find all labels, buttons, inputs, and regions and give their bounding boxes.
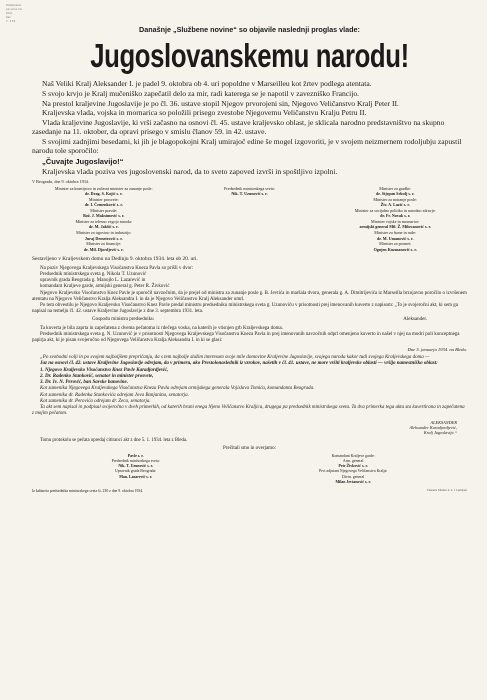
protocol-paragraph: Predsednik ministrskega sveta g. Nikola T. Uzunović (40, 271, 147, 277)
signature-line: Petr Živković s. r. (338, 464, 368, 469)
signature-line: Predsednik ministrskega sveta: (111, 458, 160, 463)
witness-col-right (319, 454, 387, 486)
closing-line: Tomu protokolu se pečata opredaj citiranci akt z dne 5. 1. 1934. leta z Bleda. (40, 437, 188, 443)
signature-line: dr. Fr. Novak s. r. (380, 213, 411, 219)
protocol-paragraph: Predsednik ministrskega sveta g. N. Uzunović je v prisotnosti Njegovega Kraljevskega Visočanstva Kneza Pavla in prej imenovanih navzočnih odprl omenjeno kuverto in našel v njej na modri poli konceptnega papirja akt, ki je pisan svojeročno od Njegovega Veličanstva Kralja Aleksandra I. in ki se glasi: (32, 331, 460, 344)
date-line: V Beogradu, dne 9. oktobra 1934. (32, 178, 89, 184)
king-signature-line: ALEKSANDER (430, 419, 457, 425)
will-paragraph: „Po svobodni volji in po svojem najboljšem prepričanju, da s tem najbolje služim interesom svoje mile domovine Kraljevine Jugoslavije, svojega naroda kakor tudi svojega Kraljevskega doma — (40, 355, 430, 361)
signature-line: Živ. A. Lazić s. r. (380, 202, 410, 208)
signature-line: dr. Stjepan Srkulj s. r. (375, 191, 415, 197)
witness-signatures (32, 454, 467, 486)
protocol-paragraph: Ta kuverta je bila zaprta in zapečatena z dvema pečatoma iz rdečega voska, na katerih je vtisnjen grb Kraljevskega doma. (40, 325, 284, 331)
intro-line: Današnje „Službene novine“ so objavile naslednji proglas vlade: (139, 25, 360, 34)
printer-imprint: Tiskarna Merkur d. d. v Ljubljani (426, 488, 467, 493)
signature-line: dr. Drag. S. Kojić s. r. (84, 191, 123, 197)
king-signature-line: Aleksander Karadjordjević, (409, 424, 457, 430)
king-signature-line: Kralj Jugoslavije.“ (423, 430, 457, 436)
slogan: „Čuvajte Jugoslavijo!“ (42, 156, 124, 166)
will-paragraph: 2. Dr. Radenko Stanković, senator in minister prosvete, (40, 373, 154, 379)
signature-line: Minister pravde: (90, 207, 118, 213)
minister-signatures (32, 186, 467, 252)
margin-note-line: se vrne na (6, 6, 22, 11)
lead-paragraph: Kraljevska vlada, vojska in mornarica so položili prisego zvestobe Njegovemu Veličanstvu Kralju Petru II. (42, 108, 367, 118)
letter-signature-row (32, 317, 467, 323)
will-paragraph: 3. Dr. Iv. N. Perović, ban Savske banovine. (40, 380, 129, 386)
signature-line: Minister za notranje posle: (373, 196, 418, 202)
margin-note (6, 4, 34, 23)
signature-line: Komandant Kraljeve garde: (331, 453, 375, 458)
signature-line: Nik. T. Uzunović s. r. (118, 464, 153, 469)
signature-line: Minister za socijalno politiko in narodno zdravje: (354, 207, 436, 213)
minister-col-center (178, 186, 322, 252)
protocol-paragraph: Na poziv Njegovega Kraljevskega Visočanstva Kneza Pavla so prišli v dvor: (40, 265, 194, 271)
signature-line: Minister prosvete: (88, 196, 119, 202)
signature-line: Minister za kmetijstvo in začasni minister za zunanje posle: (54, 185, 153, 191)
signature-line: Arm. general (342, 458, 364, 463)
lead-paragraph: Vlada kraljevine Jugoslavije, ki vrši začasno na osnovi čl. 45. ustave kraljevsko oblast, je sklicala narodno predstavništvo na skupno zasedanje na 11. oktober, da opravi prisego v smislu članov 59. in 42. ustave. (32, 117, 445, 137)
margin-note-line: M.D. (6, 10, 13, 15)
minister-col-right (323, 186, 467, 252)
signature-line: dr. M. Jakšić s. r. (88, 224, 119, 230)
signature-line: Juraj Demetrović s. r. (84, 235, 123, 241)
signature-line: Pavle s. r. (127, 453, 144, 458)
protocol-paragraph: komandant Kraljeve garde, armijski general g. Peter R. Živković (40, 284, 170, 290)
protocol-heading: Sestavljeno v Kraljevskem domu na Dedinju 9. oktobra 1934. leta ob 20. uri. (32, 256, 198, 263)
signature-line: armijski general Mil. Ž. Milovanović s. r. (359, 224, 431, 230)
letter-signature: Aleksander. (403, 316, 427, 322)
signature-line: dr. I. Ćemenković s. r. (84, 202, 123, 208)
will-paragraph: 1. Njegovo Kraljevsko Visočanstvo Knez Pavle Karadjordjević, (40, 367, 169, 373)
king-signature (32, 420, 467, 436)
signature-line: Divin. general (342, 474, 365, 479)
minister-col-left (32, 186, 176, 252)
margin-note-line: ker (6, 14, 11, 19)
lead-text (32, 79, 467, 176)
signature-line: Man. Lazarević s. r. (119, 474, 153, 479)
lead-paragraph: S svojo krvjo je Kralj mučeniško zapečatil delo za mir, radi katerega se je napotil v zavezniško Francijo. (42, 88, 360, 98)
will-paragraph: Kot zamenika dr. Radenka Stankovića odrejam Jova Banjanina, senatorja. (40, 392, 189, 398)
lead-paragraph: Na prestol kraljevine Jugoslavije je po čl. 36. ustave stopil Njegov prvorojeni sin, Njegovo Veličanstvo Kralj Peter II. (42, 98, 399, 108)
footer (32, 489, 467, 494)
signature-line: Predsednik ministrskega sveta: (224, 185, 275, 191)
will-date: Dne 5. januarja 1934. na Bledu. (407, 347, 467, 353)
signature-line: Ognjen Kuzmanović s. r. (373, 246, 417, 252)
will-paragraph: Jaz na osnovi čl. 42. ustave Kraljevine Jugoslavije odrejam, da v primeru, ako Prestolonaslednik iz vzrokov, našetih v čl. 41. ustave, ne more vršiti kraljevske oblasti — vršijo namestniško oblast: (40, 361, 438, 367)
witness-col-left (112, 454, 160, 486)
lead-paragraph: S svojimi zadnjimi besedami, ki jih je blagopokojni Kralj umirajoč edine še mogel izgovoriti, je v svojem neizmernem rodoljubju zapustil narodu tole sporočilo: (32, 136, 462, 156)
signature-line: Minister za trgovino in industrijo: (76, 229, 132, 235)
headline: Jugoslovanskemu narodu! (90, 36, 409, 74)
protocol-paragraph: upravnik grada Beograda g. Manojlo L. Lazarević in (40, 278, 146, 284)
signature-line: Milan Jevtanović s. r. (335, 479, 371, 484)
will-paragraph: Ta akt sem napisal in podpisal svojeročno v dveh primerkih, od katerih hrani enega Njeno Veličanstvo Kraljica, drugega pa predsednik ministrskega sveta. Ta dva primerka tega akta sta kuvertirana in zapečatena z mojim pečatom. (32, 405, 465, 417)
footer-reference: Iz kabineta predsednika ministrskega sveta št. 230 z dne 9. oktobra 1934. (32, 489, 144, 494)
read-line: Prečitali smo in overjamo: (223, 445, 276, 451)
signature-line: Minister za šume in rude: (374, 229, 417, 235)
protocol-body (32, 266, 467, 316)
signature-line: Minister za promet: (379, 241, 412, 247)
call-paragraph: Kraljevska vlada poziva ves jugoslovenski narod, da to sveto zapoved izvrši in spoštljivo izpolni. (42, 167, 338, 177)
margin-note-line: č. 174 (6, 18, 16, 23)
signature-line: Bož. J. Maksimović s. r. (83, 213, 125, 219)
signature-line: dr. M. Umanović s. r. (376, 235, 414, 241)
signature-line: dr. Mil. Djordjević s. r. (83, 246, 124, 252)
signature-line: Prvi adjutant Njegovega Veličanstva Kralja: (318, 469, 388, 474)
signature-line: Upravnik grada Beograda: (115, 469, 157, 474)
signature-line: Minister vojske in mornarice: (370, 218, 420, 224)
will-paragraph: Kot zamenika Njegovega Kraljevskega Visočanstva Kneza Pavla odrejam armijskega generala Vojislava Tomića, komandanta Beograda. (40, 386, 315, 392)
signature-line: Minister za gradbe: (379, 185, 412, 191)
signature-line: Nik. T. Uzunović s. r. (231, 191, 268, 197)
protocol-body-2 (32, 326, 467, 345)
margin-note-line: Podpisano (6, 3, 22, 7)
protocol-paragraph: Njegovo Kraljevsko Visočanstvo Knez Pavle je sporočil navzočnim, da je prejel od ministra za zunanje posle g. B. Jevtića in maršala dvora, generala g. A. Dimitrijevića iz Marseilla brzojavno poročilo o izvršenem atentatu na Njegovo Veličanstvo Kralja Aleksandra I. in da je Njegovo Veličanstvo Kralj Aleksander umrl. (32, 290, 467, 302)
will-paragraph: Kot zamenika dr. Perovića odrejam dr. Zeca, senatorja. (40, 398, 151, 404)
signature-line: Minister za telesno vzgojo naroda: (75, 218, 133, 224)
signature-line: Minister za financije: (86, 241, 122, 247)
letter-addressee: Gospodu ministru predsedniku (92, 316, 154, 322)
protocol-paragraph: Po tem obvestilu je Njegovo Kraljevsko Visočanstvo Knez Pavle predal ministru predsedniku ministrskega sveta g. Uzunoviću v prisotnosti prej imenovanih kuverto z napisom: „To je svojeročni akt, ki sem ga napisal na temelju čl. 42. ustave Kraljevine Jugoslavije z dne 3. septembra 1931. leta. (32, 303, 458, 315)
lead-paragraph: Naš Veliki Kralj Aleksander I. je padel 9. oktobra ob 4. uri popoldne v Marseilleu kot žrtev podlega atentata. (42, 79, 372, 89)
royal-will (32, 347, 467, 417)
